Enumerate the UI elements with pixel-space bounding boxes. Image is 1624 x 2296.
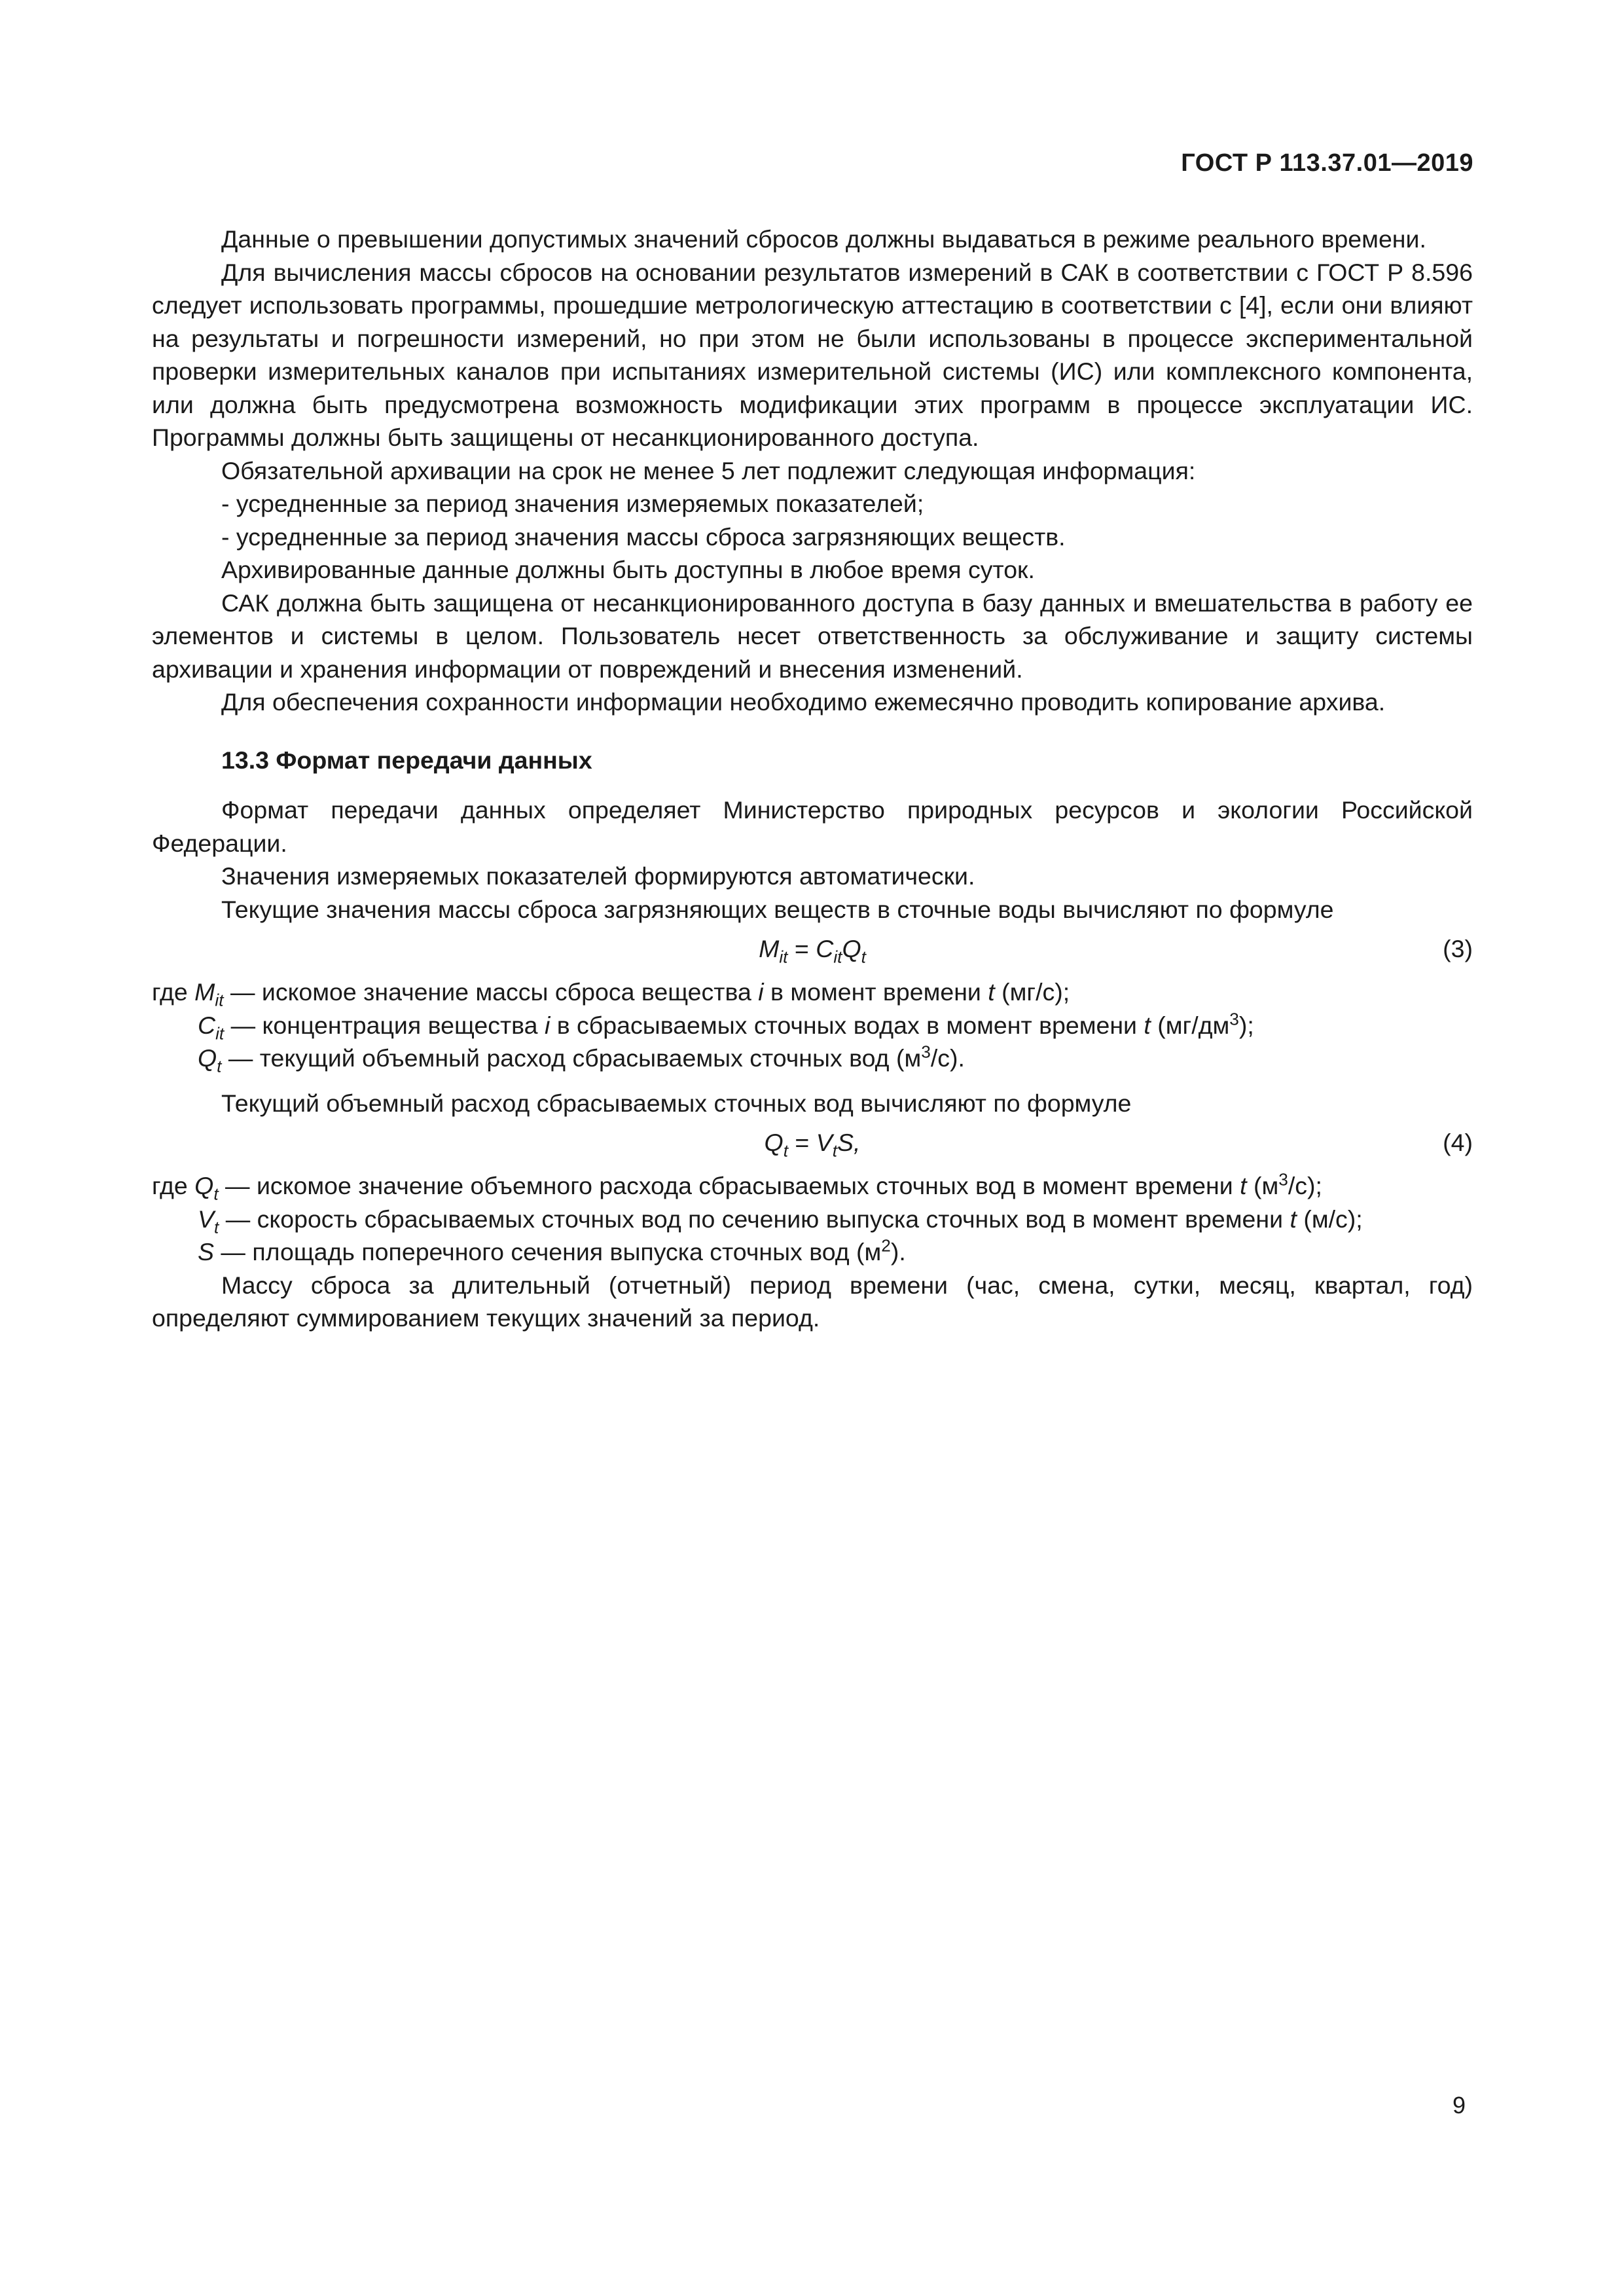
document-code-header: ГОСТ Р 113.37.01—2019 [1181, 149, 1473, 177]
paragraph-archive-access: Архивированные данные должны быть доступны в любое время суток. [221, 556, 1035, 583]
formula-3-expression: $M_{it} = C_{it}Q_t$ [759, 935, 866, 967]
list-item-archive-1: - усредненные за период значения измеряемых показателей; [221, 490, 924, 517]
paragraph-protection: САК должна быть защищена от несанкционированного доступа в базу данных и вмешательства в работу ее элементов и системы в целом. Пользователь несет ответственность за обслуживание и защиту системы архивации и хранения информации от повреждений и внесения изменений. [152, 589, 1473, 683]
paragraph-programs: Для вычисления массы сбросов на основании результатов измерений в САК в соответствии с ГОСТ Р 8.596 следует использовать программы, прошедшие метрологическую аттестацию в соответствии с [4], если они влияют на результаты и погрешности измерений, но при этом не были использованы в процессе экспериментальной проверки измерительных каналов при испытаниях измерительной системы (ИС) или комплексного компонента, или должна быть предусмотрена возможность модификации этих программ в процессе эксплуатации ИС. Программы должны быть защищены от несанкционированного доступа. [152, 258, 1473, 451]
paragraph-format: Формат передачи данных определяет Министерство природных ресурсов и экологии Российской Федерации. [152, 796, 1473, 857]
paragraph-backup: Для обеспечения сохранности информации необходимо ежемесячно проводить копирование архива. [221, 688, 1386, 716]
definition-m: где $M_{it}$ — искомое значение массы сброса вещества i в момент времени t (мг/с); [152, 978, 1070, 1010]
definition-q-flow: где $Q_t$ — искомое значение объемного расхода сбрасываемых сточных вод в момент времени t $(м^3/с)$; [152, 1169, 1322, 1204]
paragraph-auto: Значения измеряемых показателей формируются автоматически. [221, 862, 975, 890]
paragraph-period-mass: Массу сброса за длительный (отчетный) период времени (час, смена, сутки, месяц, квартал, год) определяют суммированием текущих значений за период. [152, 1271, 1473, 1332]
formula-4 [152, 1126, 1473, 1163]
definition-q: $Q_t$ — текущий объемный расход сбрасываемых сточных вод $(м^3/с)$. [198, 1042, 965, 1076]
list-item-archive-2: - усредненные за период значения массы сброса загрязняющих веществ. [221, 522, 1066, 551]
section-heading: 13.3 Формат передачи данных [221, 746, 592, 774]
page-number: 9 [1452, 2092, 1466, 2119]
paragraph-formula3-intro: Текущие значения массы сброса загрязняющих веществ в сточные воды вычисляют по формуле [221, 895, 1334, 923]
definition-v: $V_t$ — скорость сбрасываемых сточных вод по сечению выпуска сточных вод в момент времени t (м/с); [198, 1205, 1363, 1237]
paragraph-archive-intro: Обязательной архивации на срок не менее 5 лет подлежит следующая информация: [221, 456, 1196, 484]
formula-3 [152, 932, 1473, 969]
formula-4-expression: $Q_t = V_tS$, [764, 1129, 861, 1161]
paragraph-formula4-intro: Текущий объемный расход сбрасываемых сточных вод вычисляют по формуле [221, 1089, 1132, 1117]
formula-4-number: (4) [1443, 1129, 1473, 1156]
paragraph-realtime: Данные о превышении допустимых значений сбросов должны выдаваться в режиме реального времени. [221, 225, 1426, 253]
definition-s: S — площадь поперечного сечения выпуска сточных вод $(м^2)$. [198, 1235, 906, 1266]
document-body [152, 223, 1473, 1335]
definition-c: $C_{it}$ — концентрация вещества i в сбрасываемых сточных водах в момент времени t $(мг/дм^3)$; [198, 1009, 1254, 1043]
formula-3-number: (3) [1443, 935, 1473, 962]
